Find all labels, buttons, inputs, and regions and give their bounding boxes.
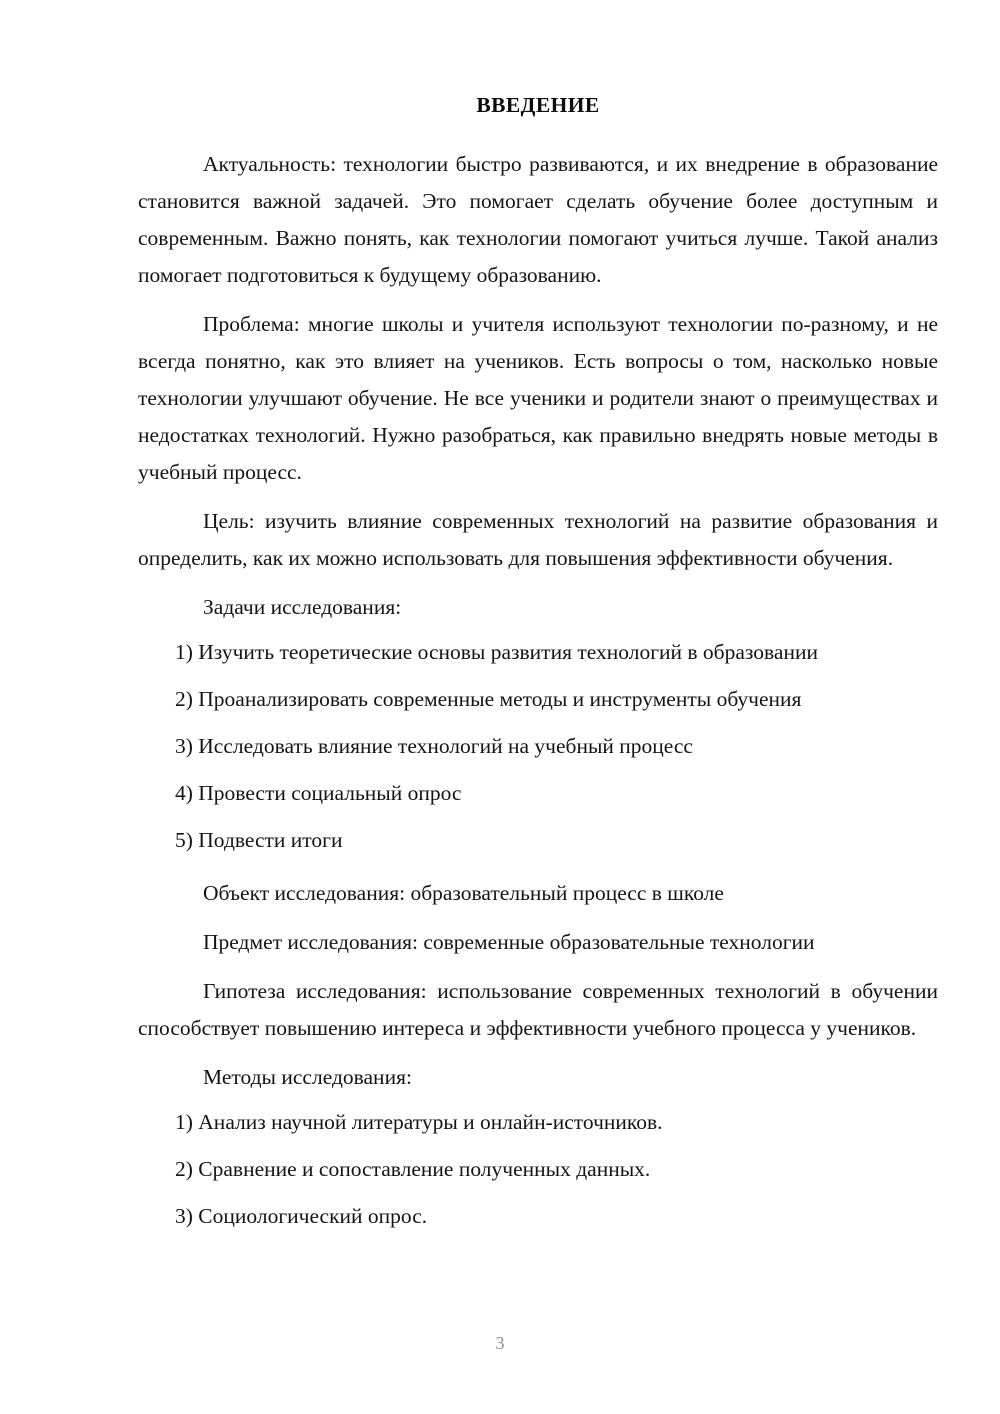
list-item: 2) Сравнение и сопоставление полученных данных. bbox=[175, 1157, 651, 1181]
paragraph-hypothesis: Гипотеза исследования: использование современных технологий в обучении способствует повышению интереса и эффективности учебного процесса у учеников. bbox=[138, 979, 938, 1040]
methods-list bbox=[138, 1104, 938, 1235]
list-item: 2) Проанализировать современные методы и инструменты обучения bbox=[175, 687, 802, 711]
list-item: 5) Подвести итоги bbox=[175, 828, 343, 852]
list-item: 3) Исследовать влияние технологий на учебный процесс bbox=[175, 734, 693, 758]
object-of-research: Объект исследования: образовательный процесс в школе bbox=[203, 881, 724, 905]
page-title: ВВЕДЕНИЕ bbox=[476, 93, 600, 117]
page-number: 3 bbox=[495, 1333, 505, 1353]
list-item: 3) Социологический опрос. bbox=[175, 1204, 428, 1228]
tasks-list bbox=[138, 634, 938, 859]
methods-heading: Методы исследования: bbox=[203, 1065, 412, 1089]
subject-of-research: Предмет исследования: современные образовательные технологии bbox=[203, 930, 815, 954]
paragraph-goal: Цель: изучить влияние современных технологий на развитие образования и определить, как их можно использовать для повышения эффективности обучения. bbox=[138, 509, 938, 570]
paragraph-problem: Проблема: многие школы и учителя используют технологии по-разному, и не всегда понятно, как это влияет на учеников. Есть вопросы о том, насколько новые технологии улучшают обучение. Не все ученики и родители знают о преимуществах и недостатках технологий. Нужно разобраться, как правильно внедрять новые методы в учебный процесс. bbox=[138, 312, 938, 484]
list-item: 1) Изучить теоретические основы развития технологий в образовании bbox=[175, 640, 818, 664]
list-item: 1) Анализ научной литературы и онлайн-источников. bbox=[175, 1110, 663, 1134]
paragraph-relevance: Актуальность: технологии быстро развиваются, и их внедрение в образование становится важной задачей. Это помогает сделать обучение более доступным и современным. Важно понять, как технологии помогают учиться лучше. Такой анализ помогает подготовиться к будущему образованию. bbox=[138, 152, 938, 287]
list-item: 4) Провести социальный опрос bbox=[175, 781, 462, 805]
tasks-heading: Задачи исследования: bbox=[203, 595, 402, 619]
document-body bbox=[138, 90, 938, 1245]
